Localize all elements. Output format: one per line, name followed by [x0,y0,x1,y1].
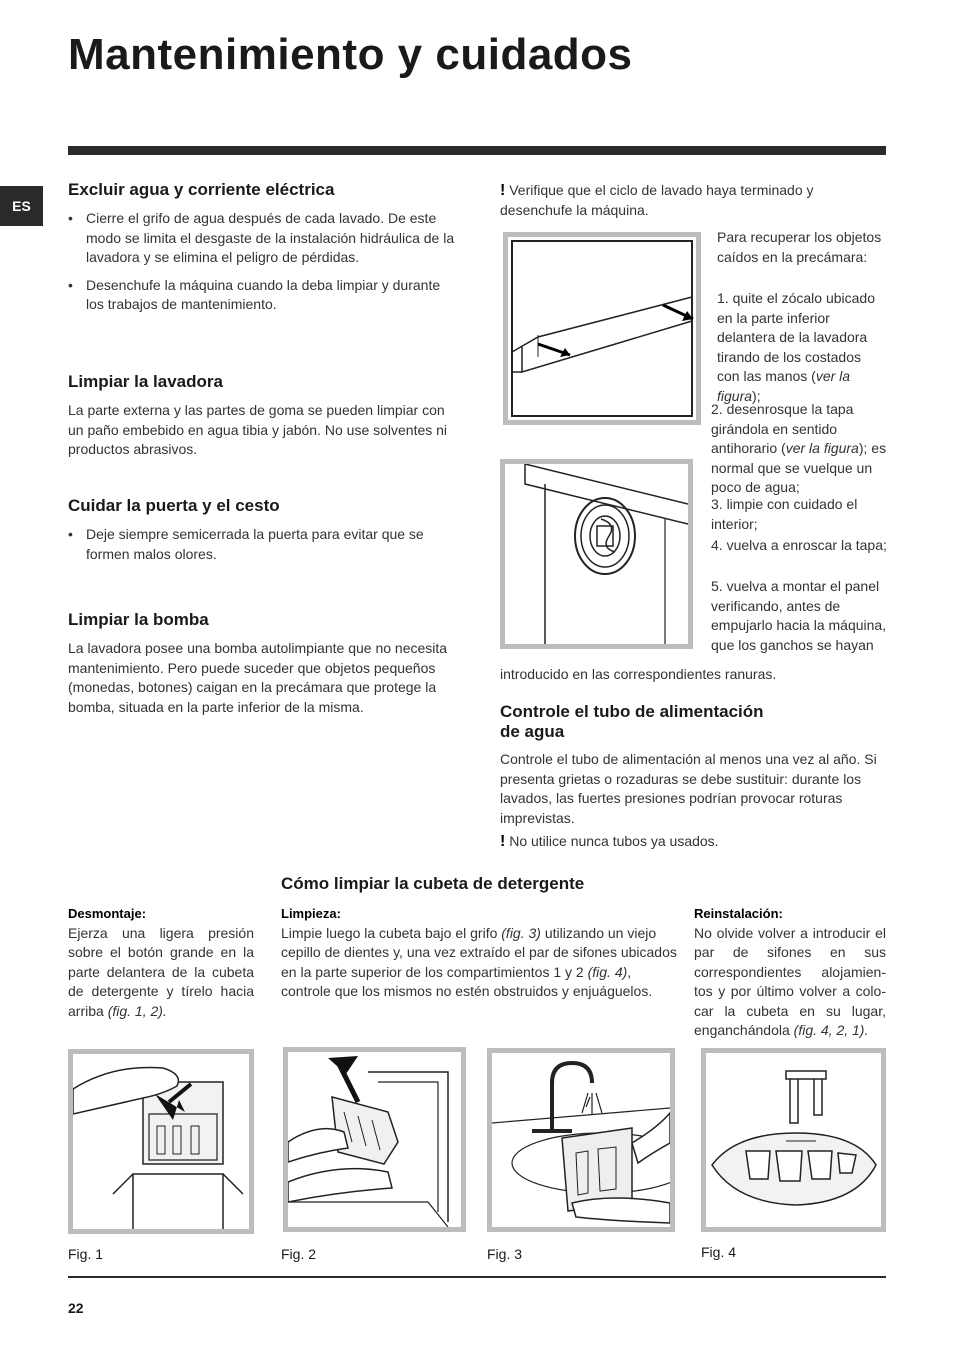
page-number: 22 [68,1300,84,1316]
section-tubo-alimentacion [500,702,886,852]
pump-step-4: 4. vuelva a enroscar la tapa; [711,537,887,553]
reinstalacion-block: Reinstalación: No olvide volver a introducir el par de sifones en sus correspondientes alojamien-tos y por último volver a colo-car la cubeta en su lugar, enganchándola (fig. 4, 2, 1). [694,906,886,1038]
section-heading: Cuidar la puerta y el cesto [68,496,280,515]
reinstalacion-text: No olvide volver a introducir el par de sifones en sus correspondientes alojamien-tos y por último volver a colo-car la cubeta en su lugar, enganchándola [694,924,886,1038]
pump-cover-illustration [505,464,688,644]
section-heading: Controle el tubo de alimentación de agua [500,702,764,741]
section-text: La lavadora posee una bomba autolimpiante que no necesita mantenimiento. Pero puede suceder que objetos pequeños (monedas, botones) caigan en la precámara que protege la bomba, situada en la parte inferior de la misma. [68,640,448,715]
reinstalacion-label: Reinstalación: [694,906,783,921]
language-tab: ES [0,186,43,226]
figure-4-caption: Fig. 4 [701,1244,737,1260]
figure-4 [701,1048,886,1232]
warning-unplug [500,181,886,220]
pump-cover-figure [500,459,693,649]
warning-icon: ! [500,182,506,199]
figure-1 [68,1049,254,1234]
drawer-pull-illustration [288,1052,461,1227]
section-limpiar-bomba [68,610,456,717]
list-item: • Deje siempre semicerrada la puerta para evitar que se formen malos olores. [68,525,456,564]
list-item: • Cierre el grifo de agua después de cada lavado. De este modo se limita el desgaste de la instalación hidráulica de la lavadora y se elimina el peligro de pérdidas. [68,209,456,268]
footer-rule [68,1276,886,1278]
page-title: Mantenimiento y cuidados [68,30,633,79]
figure-3 [487,1048,675,1232]
plinth-illustration [508,237,696,420]
section-heading: Excluir agua y corriente eléctrica [68,180,335,199]
section-heading: Limpiar la lavadora [68,372,223,391]
warning-icon: ! [500,833,506,850]
pump-step-1: 1. quite el zócalo ubicado en la parte inferior delantera de la lavadora tirando de los costados con las manos (ver la figura); [717,290,875,404]
warning-text: No utilice nunca tubos ya usados. [509,833,719,849]
pump-step-2: 2. desenrosque la tapa girándola en sentido antihorario (ver la figura); es normal que se vuelque un poco de agua; [711,401,887,495]
figure-1-caption: Fig. 1 [68,1246,104,1262]
warning-tubes [500,832,886,852]
figure-2 [283,1047,466,1232]
section-text: Controle el tubo de alimentación al menos una vez al año. Si presenta grietas o rozaduras se debe sustituir: durante los lavados, las fuertes presiones podrían provocar roturas imprevistas. [500,751,877,826]
desmontaje-label: Desmontaje: [68,906,147,921]
figure-2-caption: Fig. 2 [281,1246,317,1262]
plinth-removal-figure [503,232,701,425]
list-item: • Desenchufe la máquina cuando la deba limpiar y durante los trabajos de mantenimiento. [68,276,456,315]
pump-step-5-continued: introducido en las correspondientes ranuras. [500,666,777,682]
desmontaje-text: Ejerza una ligera presión sobre el botón grande en la parte delantera de la cubeta de detergente y tírelo hacia arriba [68,924,254,1019]
pump-step-3: 3. limpie con cuidado el interior; [711,496,858,532]
warning-text: Verifique que el ciclo de lavado haya terminado y desenchufe la máquina. [500,182,814,218]
section-limpiar-lavadora [68,372,456,460]
limpieza-block: Limpieza: Limpie luego la cubeta bajo el grifo (fig. 3) utilizando un viejo cepillo de dientes y, una vez extraído el par de sifones ubicados en la parte superior de los compartimientos 1 y 2 (fig. 4), controle que los mismos no estén obstruidos y enjuáguelos. [281,906,677,999]
desmontaje-block: Desmontaje: Ejerza una ligera presión sobre el botón grande en la parte delantera de la cubeta de detergente y tírelo hacia arriba (fig. 1, 2). [68,906,254,1019]
section-text: La parte externa y las partes de goma se pueden limpiar con un paño embebido en agua tibia y jabón. No use solventes ni productos abrasivos. [68,402,448,457]
drawer-press-illustration [73,1054,249,1229]
section-heading: Limpiar la bomba [68,610,209,629]
limpieza-label: Limpieza: [281,906,341,921]
siphon-removal-illustration [706,1053,881,1227]
bullet-list [68,525,456,564]
pump-step-5: 5. vuelva a montar el panel verificando, antes de empujarlo hacia la máquina, que los ganchos se hayan [711,578,887,653]
bullet-list [68,209,456,315]
pump-intro: Para recuperar los objetos caídos en la precámara: [717,229,882,265]
detergent-heading: Cómo limpiar la cubeta de detergente [281,874,585,893]
section-cuidar-puerta [68,496,456,572]
section-excluir-agua [68,180,456,323]
figure-3-caption: Fig. 3 [487,1246,523,1262]
tap-rinse-illustration [492,1053,670,1227]
header-rule [68,146,886,155]
